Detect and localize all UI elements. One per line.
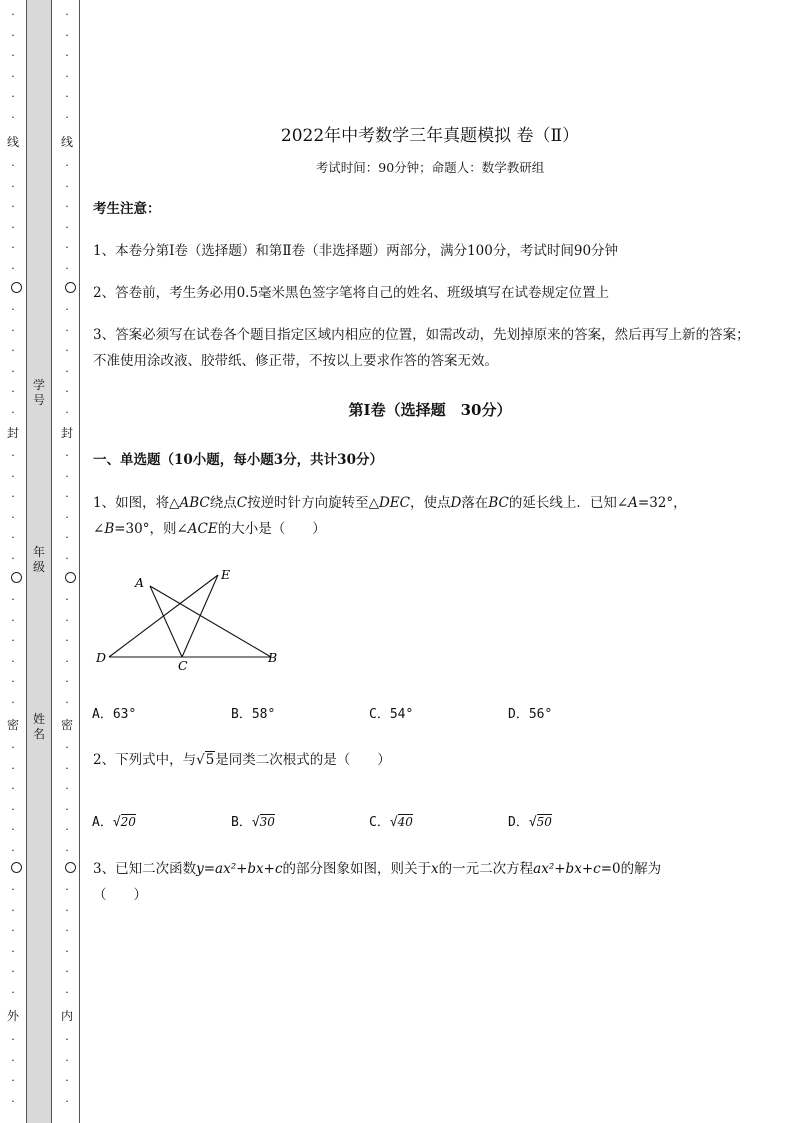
binding-mark-feng: 封: [3, 424, 23, 441]
dotted-cut-line: · · · · · ·: [65, 8, 69, 124]
notice-item-1: 1、本卷分第Ⅰ卷（选择题）和第Ⅱ卷（非选择题）两部分，满分100分，考试时间90分钟: [93, 243, 619, 259]
binding-hole-icon: [65, 572, 76, 583]
binding-mark-feng: 封: [57, 424, 77, 441]
q2-option-d[interactable]: D．√50: [508, 815, 552, 830]
binding-mark-xian: 线: [3, 133, 23, 150]
q2-option-b[interactable]: B．√30: [231, 815, 275, 830]
notice-heading: 考生注意：: [93, 201, 161, 217]
binding-hole-icon: [11, 282, 22, 293]
dotted-cut-line: · · · · · ·: [65, 883, 69, 999]
section-title: 第Ⅰ卷（选择题 30分）: [348, 401, 512, 419]
dotted-cut-line: · · · · · ·: [11, 593, 15, 709]
point-label-E: E: [221, 567, 231, 582]
point-label-A: A: [135, 575, 145, 590]
q1-option-b[interactable]: B．58°: [231, 707, 276, 722]
student-id-label: 学号: [32, 378, 45, 407]
sqrt-icon: √: [251, 815, 260, 830]
point-label-C: C: [178, 658, 188, 673]
q2-option-a[interactable]: A．√20: [92, 815, 136, 830]
grade-label: 年级: [32, 545, 45, 574]
dotted-cut-line: · · · · · ·: [65, 449, 69, 565]
exam-subtitle: 考试时间：90分钟；命题人：数学教研组: [315, 160, 545, 175]
binding-mark-mi: 密: [57, 716, 77, 733]
part-title: 一、单选题（10小题，每小题3分，共计30分）: [93, 452, 383, 468]
dotted-cut-line: · · · · · ·: [11, 159, 15, 275]
question-1-stem: 1、如图，将△ABC绕点C按逆时针方向旋转至△DEC，使点D落在BC的延长线上．已知∠A=32°， ∠B=30°，则∠ACE的大小是（ ）: [93, 495, 687, 537]
dotted-cut-line: · · · · · ·: [11, 883, 15, 999]
dotted-cut-line: · · · · · ·: [11, 741, 15, 857]
dotted-cut-line: · · · ·: [65, 1033, 69, 1108]
dotted-cut-line: · · · ·: [11, 1033, 15, 1108]
question-3-stem: 3、已知二次函数y=ax²+bx+c的部分图象如图，则关于x的一元二次方程ax²+bx+c=0的解为 （ ）: [93, 861, 662, 903]
binding-mark-wai: 外: [3, 1007, 23, 1024]
sqrt-icon: √: [196, 752, 205, 768]
q2-option-c[interactable]: C．√40: [369, 815, 413, 830]
dotted-cut-line: · · · · · ·: [11, 449, 15, 565]
question-2-stem: 2、下列式中，与√5是同类二次根式的是（ ）: [93, 752, 391, 768]
q1-option-c[interactable]: C．54°: [369, 707, 414, 722]
exam-title: 2022年中考数学三年真题模拟 卷（Ⅱ）: [280, 126, 580, 146]
segment-EC: [182, 575, 218, 657]
binding-hole-icon: [65, 282, 76, 293]
binding-margin-inner: [53, 0, 80, 1123]
dotted-cut-line: · · · · · ·: [65, 303, 69, 419]
q1-option-d[interactable]: D．56°: [508, 707, 553, 722]
binding-hole-icon: [11, 572, 22, 583]
segment-AC: [150, 586, 182, 657]
binding-hole-icon: [65, 862, 76, 873]
dotted-cut-line: · · · · · ·: [11, 303, 15, 419]
dotted-cut-line: · · · · · ·: [65, 593, 69, 709]
sqrt-icon: √: [389, 815, 398, 830]
name-label: 姓名: [32, 712, 45, 741]
sqrt-icon: √: [112, 815, 121, 830]
point-label-B: B: [268, 650, 278, 665]
segment-AB: [150, 586, 271, 657]
sqrt-icon: √: [528, 815, 537, 830]
notice-item-2: 2、答卷前，考生务必用0.5毫米黑色签字笔将自己的姓名、班级填写在试卷规定位置上: [93, 285, 610, 301]
point-label-D: D: [96, 650, 107, 665]
q1-option-a[interactable]: A．63°: [92, 707, 137, 722]
dotted-cut-line: · · · · · ·: [65, 741, 69, 857]
binding-mark-xian: 线: [57, 133, 77, 150]
binding-mark-mi: 密: [3, 716, 23, 733]
dotted-cut-line: · · · · · ·: [11, 8, 15, 124]
notice-item-3: 3、答案必须写在试卷各个题目指定区域内相应的位置，如需改动，先划掉原来的答案，然后再写上新的答案；不准使用涂改液、胶带纸、修正带，不按以上要求作答的答案无效。: [93, 327, 750, 369]
binding-mark-nei: 内: [57, 1007, 77, 1024]
binding-margin-outer: [0, 0, 26, 1123]
question-1-figure: [90, 562, 290, 677]
binding-hole-icon: [11, 862, 22, 873]
dotted-cut-line: · · · · · ·: [65, 159, 69, 275]
